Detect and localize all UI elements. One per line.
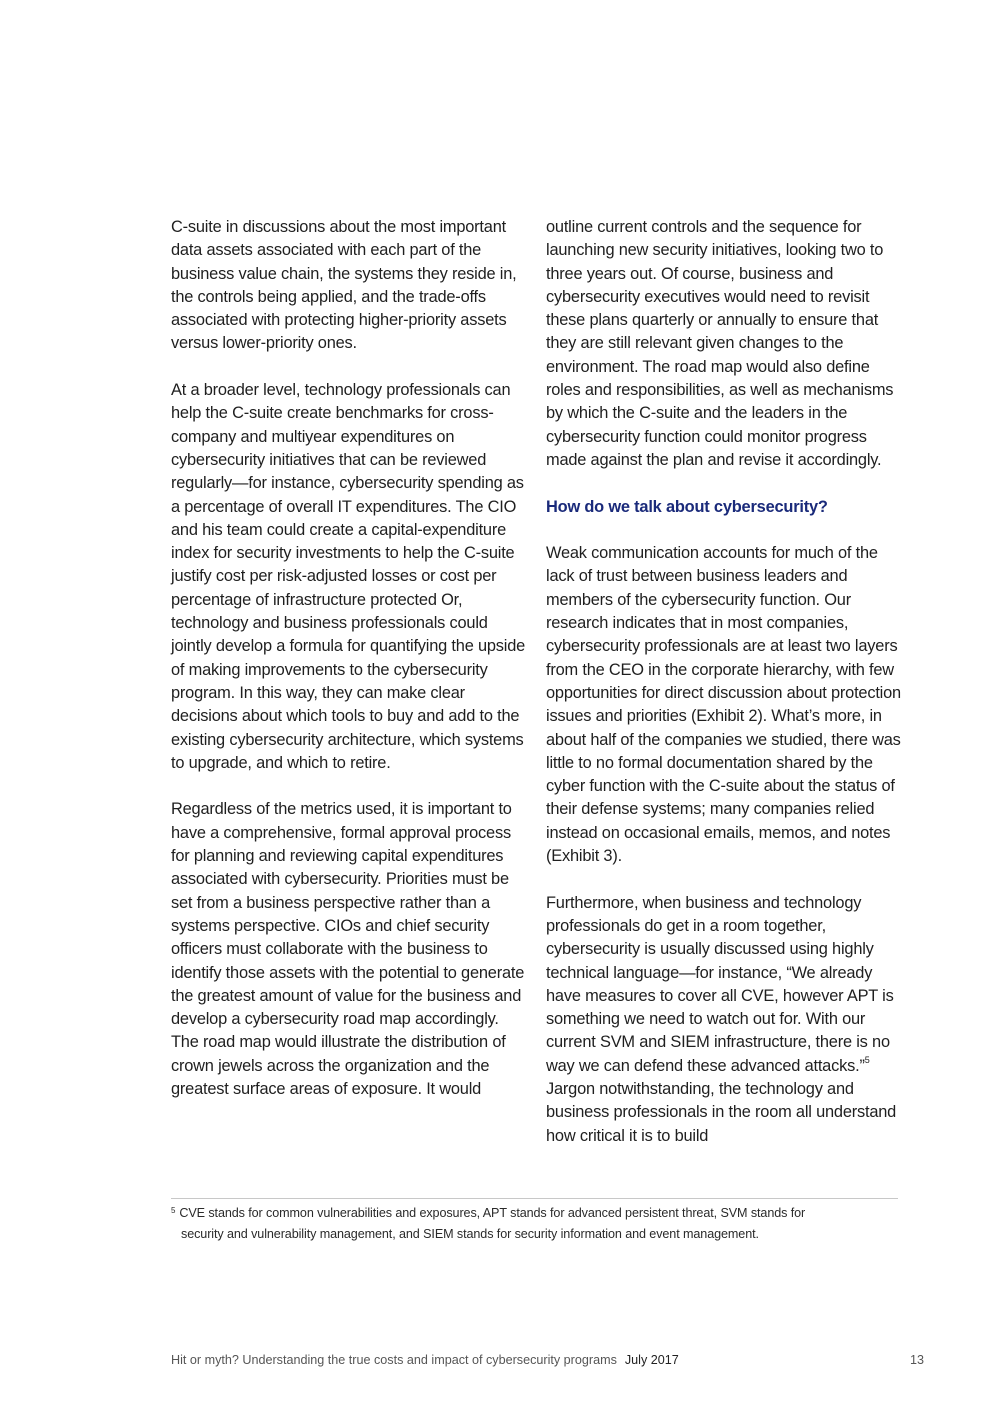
body-paragraph: outline current controls and the sequence for launching new security initiatives, looking two to three years out. Of course, business and cybersecurity executives would need to revisit these plans quarterly or annually to ensure that they are still relevant given changes to the environment. The road map would also define roles and responsibilities, as well as mechanisms by which the C-suite and the leaders in the cybersecurity function could monitor progress made against the plan and revise it accordingly. (546, 218, 894, 469)
footnote-text: CVE stands for common vulnerabilities and exposures, APT stands for advanced persistent threat, SVM stands for (179, 1206, 806, 1220)
publication-title: Hit or myth? Understanding the true costs and impact of cybersecurity programs (171, 1353, 617, 1367)
body-paragraph (546, 892, 901, 1148)
publication-date: July 2017 (624, 1353, 679, 1367)
footnote-marker: 5 (171, 1206, 176, 1215)
footnote (171, 1204, 898, 1244)
body-paragraph: Weak communication accounts for much of the lack of trust between business leaders and members of the cybersecurity function. Our research indicates that in most companies, cybersecurity professionals are at least two layers from the CEO in the corporate hierarchy, with few opportunities for direct discussion about protection issues and priorities (Exhibit 2). What’s more, in about half of the companies we studied, there was little to no formal documentation shared by the cyber function with the C-suite about the status of their defense systems; many companies relied instead on occasional emails, memos, and notes (Exhibit 3). (546, 544, 901, 866)
section-heading: How do we talk about cybersecurity? (546, 497, 828, 516)
right-column (546, 216, 901, 1148)
body-text: Furthermore, when business and technology professionals do get in a room together, cybersecurity is usually discussed using highly technical language—for instance, “We already have measures to cover all CVE, however APT is something we need to watch out for. With our current SVM and SIEM infrastructure, there is no way we can defend these advanced attacks.” (546, 893, 894, 1075)
footnote-divider (171, 1198, 898, 1199)
body-paragraph: At a broader level, technology professionals can help the C-suite create benchmarks for cross-company and multiyear expenditures on cybersecurity initiatives that can be reviewed regularly—for instance, cybersecurity spending as a percentage of overall IT expenditures. The CIO and his team could create a capital-expenditure index for security investments to help the C-suite justify cost per risk-adjusted losses or cost per percentage of infrastructure protected Or, technology and business professionals could jointly develop a formula for quantifying the upside of making improvements to the cybersecurity program. In this way, they can make clear decisions about which tools to buy and add to the existing cybersecurity architecture, which systems to upgrade, and which to retire. (171, 381, 526, 772)
page-footer (171, 1353, 679, 1367)
body-paragraph: C-suite in discussions about the most important data assets associated with each part of the business value chain, the systems they reside in, the controls being applied, and the trade-offs associated with protecting higher-priority assets versus lower-priority ones. (171, 218, 517, 353)
footnote-reference[interactable]: 5 (864, 1055, 870, 1066)
body-paragraph: Regardless of the metrics used, it is important to have a comprehensive, formal approval process for planning and reviewing capital expenditures associated with cybersecurity. Priorities must be set from a business perspective rather than a systems perspective. CIOs and chief security officers must collaborate with the business to identify those assets with the potential to generate the greatest amount of value for the business and develop a cybersecurity road map accordingly. The road map would illustrate the distribution of crown jewels across the organization and the greatest surface areas of exposure. It would (171, 800, 525, 1098)
left-column (171, 216, 526, 1101)
page-number: 13 (909, 1353, 924, 1367)
footnote-text: security and vulnerability management, and SIEM stands for security information and event management. (181, 1226, 759, 1241)
body-text: Jargon notwithstanding, the technology and business professionals in the room all understand how critical it is to build (546, 1079, 897, 1145)
